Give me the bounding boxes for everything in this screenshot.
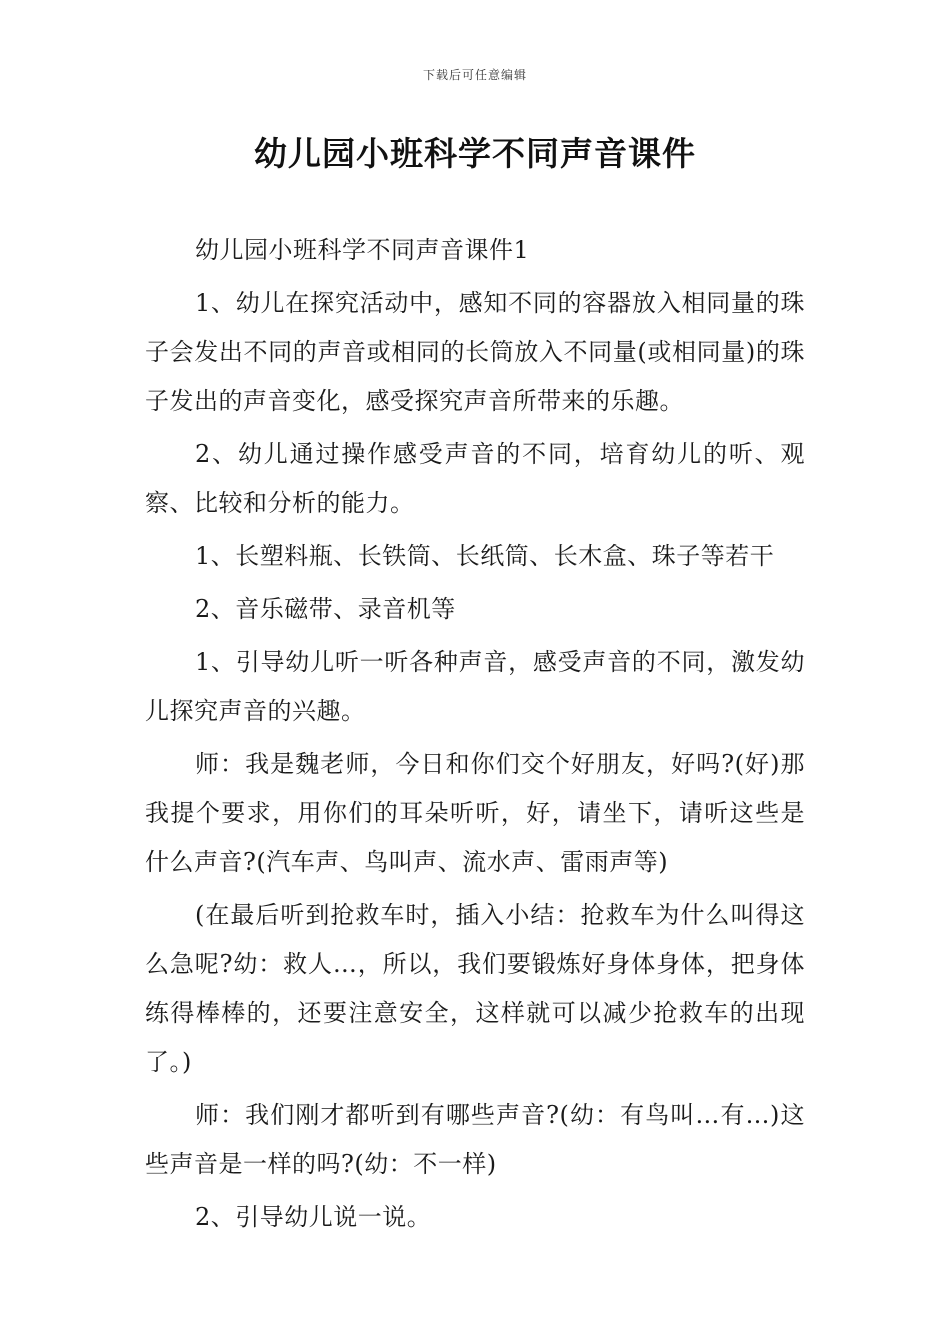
- paragraph: 1、幼儿在探究活动中，感知不同的容器放入相同量的珠子会发出不同的声音或相同的长筒放入不同量(或相同量)的珠子发出的声音变化，感受探究声音所带来的乐趣。: [145, 289, 805, 415]
- paragraph: 师：我们刚才都听到有哪些声音?(幼：有鸟叫…有…)这些声音是一样的吗?(幼：不一样): [145, 1101, 805, 1178]
- paragraph: 2、幼儿通过操作感受声音的不同，培育幼儿的听、观察、比较和分析的能力。: [145, 440, 805, 517]
- document-title: 幼儿园小班科学不同声音课件: [254, 134, 696, 173]
- header-note: 下载后可任意编辑: [422, 68, 527, 82]
- paragraph: 1、引导幼儿听一听各种声音，感受声音的不同，激发幼儿探究声音的兴趣。: [145, 648, 805, 725]
- paragraph: 师：我是魏老师，今日和你们交个好朋友，好吗?(好)那我提个要求，用你们的耳朵听听，好，请坐下，请听这些是什么声音?(汽车声、鸟叫声、流水声、雷雨声等): [145, 750, 805, 876]
- paragraph: (在最后听到抢救车时，插入小结：抢救车为什么叫得这么急呢?幼：救人…，所以，我们要锻炼好身体身体，把身体练得棒棒的，还要注意安全，这样就可以减少抢救车的出现了。): [145, 901, 805, 1076]
- paragraph-subtitle: 幼儿园小班科学不同声音课件1: [195, 236, 530, 264]
- paragraph: 1、长塑料瓶、长铁筒、长纸筒、长木盒、珠子等若干: [195, 542, 775, 570]
- paragraph: 2、音乐磁带、录音机等: [195, 595, 456, 623]
- document-body: [145, 226, 805, 1246]
- paragraph: 2、引导幼儿说一说。: [195, 1203, 432, 1231]
